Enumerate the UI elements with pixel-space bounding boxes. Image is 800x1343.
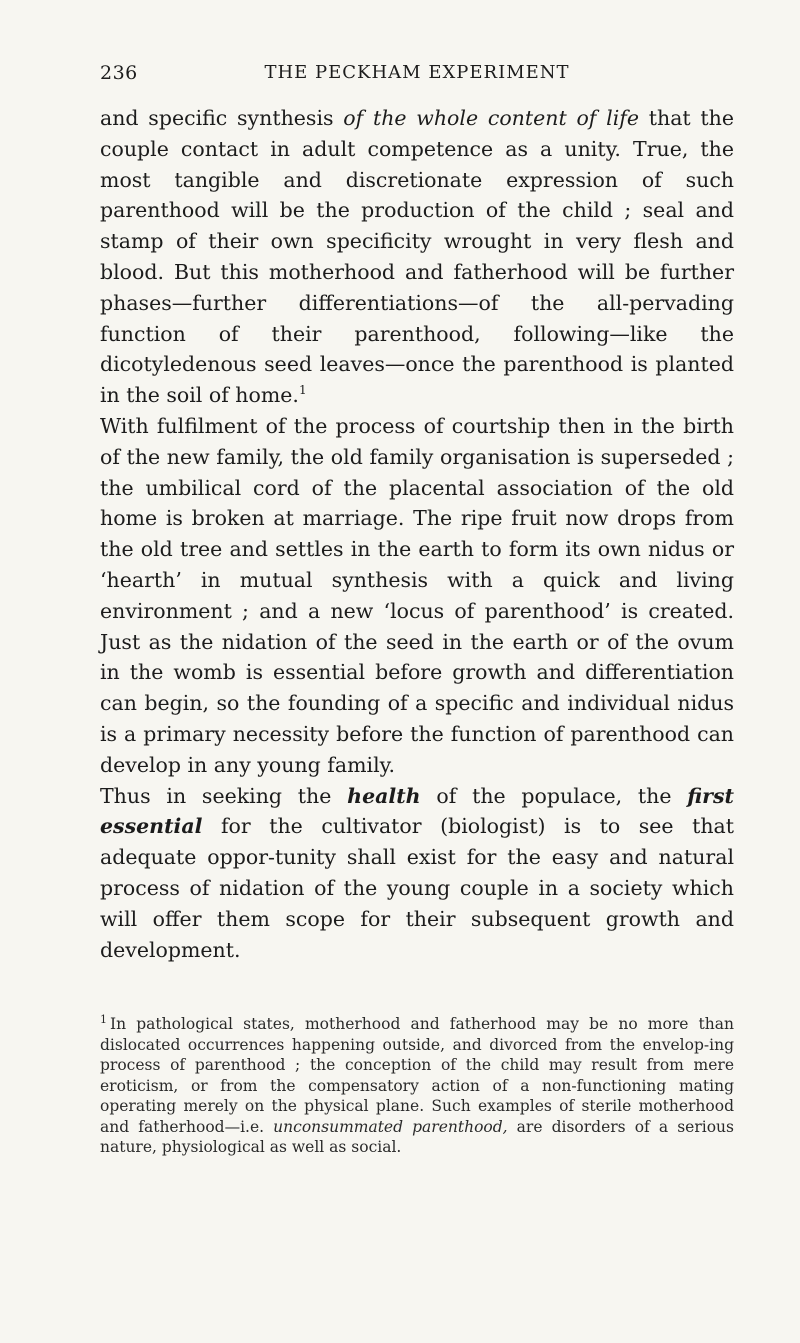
footnote-reference: 1 (298, 383, 307, 398)
running-head (100, 62, 734, 92)
paragraph-1-italic-phrase: of the whole content of life (343, 106, 639, 130)
page-number: 236 (100, 62, 138, 84)
paragraph-3-emphasis-first-essential: first essential (100, 783, 734, 839)
paragraph-3-text-b: of the populace, the (420, 783, 688, 808)
footnote-italic-phrase: unconsummated parenthood, (273, 1117, 508, 1136)
footnote-mark: 1 (100, 1012, 107, 1026)
paragraph-3-text-c: for the cultivator (biologist) is to see that adequate oppor-tunity shall exist for the easy and natural process of nidation of the young couple in a society which will offer them scope for their subsequent growth and development. (100, 814, 734, 962)
body-text (100, 103, 734, 965)
paragraph-1-text-b: that the couple contact in adult competence as a unity. True, the most tangible and discretionate expression of such parenthood will be the production of the child ; seal and stamp of their own specificity wrought in very flesh and blood. But this motherhood and fatherhood will be further phases—further differentiations—of the all-pervading function of their parenthood, following—like the dicotyledenous seed leaves—once the parenthood is planted in the soil of home. (100, 106, 734, 408)
paragraph-1-text-a: and specific synthesis (100, 106, 344, 130)
paragraph-2: With fulfilment of the process of courtship then in the birth of the new family, the old family organisation is superseded ; the umbilical cord of the placental association of the old home is broken at marriage. The ripe fruit now drops from the old tree and settles in the earth to form its own nidus or ‘hearth’ in mutual synthesis with a quick and living environment ; and a new ‘locus of parenthood’ is created. Just as the nidation of the seed in the earth or of the ovum in the womb is essential before growth and differentiation can begin, so the founding of a specific and individual nidus is a primary necessity before the function of parenthood can develop in any young family. (100, 413, 734, 777)
paragraph-3-text-a: Thus in seeking the (100, 783, 348, 808)
running-title: THE PECKHAM EXPERIMENT (264, 62, 570, 83)
paragraph-3 (100, 781, 734, 966)
footnote (100, 1014, 734, 1158)
footnote-text-a: In pathological states, motherhood and fatherhood may be no more than dislocated occurrences happening outside, and divorced from the envelop-ing process of parenthood ; the conception of the child may result from mere eroticism, or from the compensatory action of a non-functioning mating operating merely on the physical plane. Such examples of sterile motherhood and fatherhood—i.e. (100, 1015, 734, 1136)
paragraph-3-emphasis-health: health (347, 783, 421, 808)
paragraph-1 (100, 103, 734, 411)
footnote-text-b: are disorders of a serious nature, physiological as well as social. (100, 1117, 734, 1156)
